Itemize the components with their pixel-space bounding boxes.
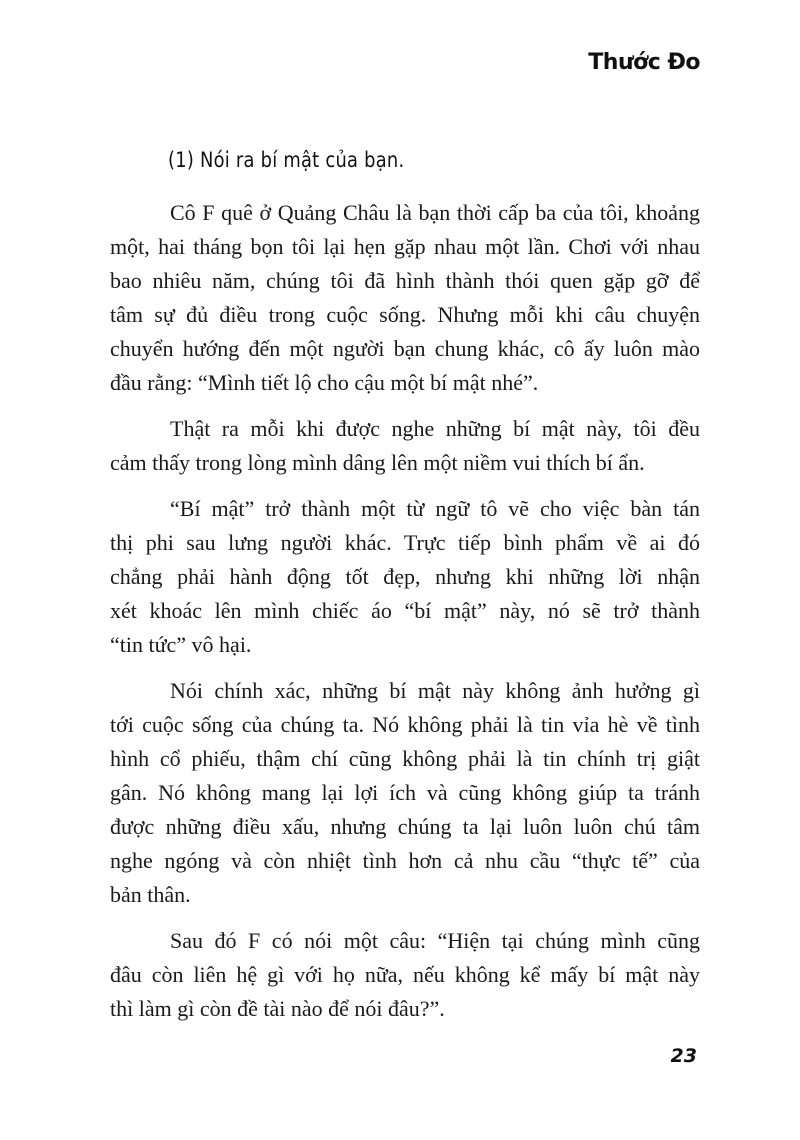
paragraph-line: thì làm gì còn đề tài nào để nói đâu?”. [110,996,445,1021]
paragraph-line: một, hai tháng bọn tôi lại hẹn gặp nhau một lần. Chơi với nhau [110,234,700,259]
paragraph-line: cảm thấy trong lòng mình dâng lên một niềm vui thích bí ẩn. [110,450,645,475]
paragraph-line: “tin tức” vô hại. [110,632,252,657]
paragraph-line: Thật ra mỗi khi được nghe những bí mật này, tôi đều [170,416,700,441]
paragraph-line: nghe ngóng và còn nhiệt tình hơn cả nhu cầu “thực tế” của [110,848,700,873]
paragraph-line: chuyển hướng đến một người bạn chung khác, cô ấy luôn mào [110,336,700,361]
paragraph-line: Sau đó F có nói một câu: “Hiện tại chúng mình cũng [170,928,700,953]
paragraph-line: bao nhiêu năm, chúng tôi đã hình thành thói quen gặp gỡ để [110,268,700,293]
paragraph-line: đâu còn liên hệ gì với họ nữa, nếu không kể mấy bí mật này [110,962,700,987]
paragraph-line: hình cổ phiếu, thậm chí cũng không phải là tin chính trị giật [110,746,700,771]
paragraph-line: xét khoác lên mình chiếc áo “bí mật” này, nó sẽ trở thành [110,598,700,623]
section-heading: (1) Nói ra bí mật của bạn. [168,148,405,172]
paragraph-line: tới cuộc sống của chúng ta. Nó không phải là tin vỉa hè về tình [110,712,700,737]
paragraph-line: đầu rằng: “Mình tiết lộ cho cậu một bí mật nhé”. [110,370,539,395]
running-title: Thước Đo [588,50,700,75]
paragraph-line: “Bí mật” trở thành một từ ngữ tô vẽ cho việc bàn tán [170,496,700,521]
paragraph-line: bản thân. [110,882,191,907]
paragraph-line: chẳng phải hành động tốt đẹp, nhưng khi những lời nhận [110,564,700,589]
paragraph-line: Cô F quê ở Quảng Châu là bạn thời cấp ba của tôi, khoảng [170,200,700,225]
page-number: 23 [670,1045,697,1067]
paragraph-line: Nói chính xác, những bí mật này không ảnh hưởng gì [170,678,700,703]
paragraph-line: gân. Nó không mang lại lợi ích và cũng không giúp ta tránh [110,780,700,805]
paragraph-line: thị phi sau lưng người khác. Trực tiếp bình phẩm về ai đó [110,530,700,555]
paragraph-line: tâm sự đủ điều trong cuộc sống. Nhưng mỗi khi câu chuyện [110,302,700,327]
paragraph-line: được những điều xấu, nhưng chúng ta lại luôn luôn chú tâm [110,814,700,839]
